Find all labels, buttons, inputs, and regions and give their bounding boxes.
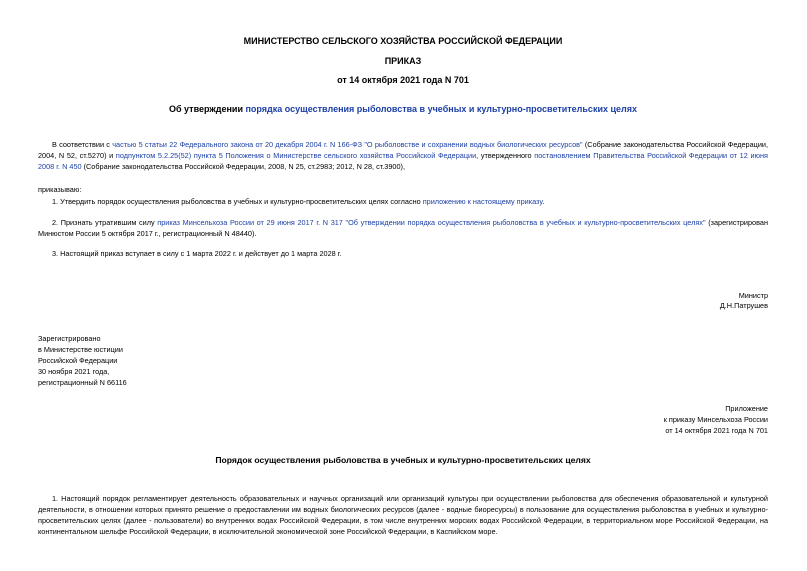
preamble-text-2: (Собрание законодательства Российской Федерации, 2004, N 52, ст.5270) и (38, 140, 769, 160)
document-page (38, 0, 768, 571)
doc-subject-heading (38, 104, 768, 115)
doc-type-heading: ПРИКАЗ (384, 56, 422, 66)
item-3: 3. Настоящий приказ вступает в силу с 1 марта 2022 г. и действует до 1 марта 2028 г. (52, 249, 342, 258)
registration-line-4: 30 ноября 2021 года, (38, 367, 110, 376)
item-2-text: 2. Признать утратившим силу (52, 218, 158, 227)
preamble-text-1: В соответствии с (52, 140, 113, 149)
preamble-text-3: , утвержденного (476, 151, 535, 160)
preamble-link-subclause[interactable]: подпунктом 5.2.25(52) пункта 5 Положения о Министерстве сельского хозяйства Российской Федерации (115, 151, 477, 160)
signature-name: Д.Н.Патрушев (719, 301, 768, 310)
preamble-link-resolution[interactable]: постановлением Правительства Российской Федерации от 12 июня 2008 г. N 450 (38, 151, 768, 171)
subject-link[interactable]: порядка осуществления рыболовства в учебных и культурно-просветительских целях (245, 104, 637, 114)
appendix-line-3: от 14 октября 2021 года N 701 (665, 426, 768, 435)
registration-block (38, 333, 768, 388)
doc-date-heading: от 14 октября 2021 года N 701 (337, 75, 469, 85)
item-1-end: . (542, 197, 545, 206)
preamble-paragraph (38, 139, 768, 172)
appendix-line-2: к приказу Минсельхоза России (663, 415, 768, 424)
subject-prefix: Об утверждении (169, 104, 246, 114)
preamble-link-law[interactable]: частью 5 статьи 22 Федерального закона от 20 декабря 2004 г. N 166-ФЗ "О рыболовстве и сохранении водных биологических ресурсов" (112, 140, 583, 149)
item-1-text: 1. Утвердить порядок осуществления рыболовства в учебных и культурно-просветительских целях согласно (52, 197, 423, 206)
item-2 (38, 217, 768, 239)
registration-line-1: Зарегистрировано (38, 334, 101, 343)
appendix-paragraph-1: 1. Настоящий порядок регламентирует деятельность образовательных и научных организаций или организаций культуры при осуществлении рыболовства для обеспечения образовательной и культурной деятельности, в отношении которых принято решение о предоставлении им водных биологических ресурсов (далее - водные биоресурсы) в пользование для осуществления рыболовства в учебных и культурно-просветительских целях (далее - пользователи) во внутренних водах Российской Федерации, в том числе внутренних морских водах Российской Федерации, в территориальном море Российской Федерации, на континентальном шельфе Российской Федерации, в исключительной экономической зоне Российской Федерации, в Каспийском море. (38, 494, 768, 536)
registration-line-3: Российской Федерации (38, 356, 118, 365)
registration-line-5: регистрационный N 66116 (38, 378, 127, 387)
appendix-line-1: Приложение (725, 404, 768, 413)
order-word: приказываю: (38, 185, 82, 194)
item-2-end: (зарегистрирован Минюстом России 5 октября 2017 г., регистрационный N 48440). (38, 218, 768, 238)
appendix-stamp (38, 403, 768, 436)
preamble-text-4: (Собрание законодательства Российской Федерации, 2008, N 25, ст.2983; 2012, N 28, ст.3900), (81, 162, 405, 171)
ministry-heading: МИНИСТЕРСТВО СЕЛЬСКОГО ХОЗЯЙСТВА РОССИЙСКОЙ ФЕДЕРАЦИИ (243, 36, 563, 46)
signature-title: Министр (738, 291, 768, 300)
registration-line-2: в Министерстве юстиции (38, 345, 123, 354)
item-2-link[interactable]: приказ Минсельхоза России от 29 июня 2017 г. N 317 "Об утверждении порядка осуществления рыболовства в учебных и культурно-просветительских целях" (157, 218, 706, 227)
appendix-title: Порядок осуществления рыболовства в учебных и культурно-просветительских целях (215, 455, 591, 465)
item-1-link[interactable]: приложению к настоящему приказу (422, 197, 543, 206)
item-1 (38, 196, 768, 207)
